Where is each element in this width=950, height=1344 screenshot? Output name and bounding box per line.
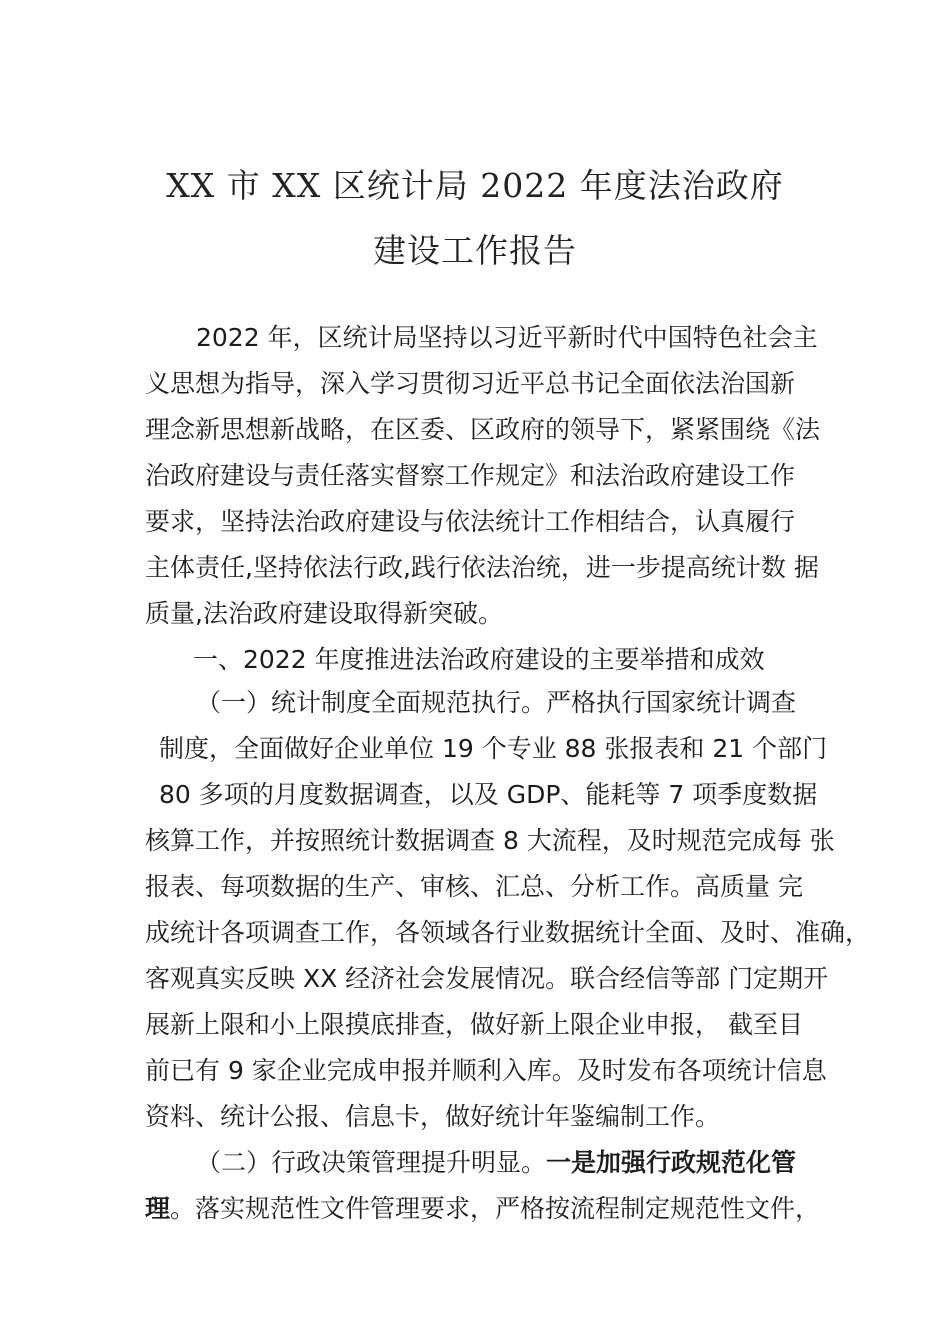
section-heading: 一、2022 年度推进法治政府建设的主要举措和成效 — [193, 645, 765, 674]
body-line — [145, 1193, 820, 1225]
subsection-heading: （二）行政决策管理提升明显。 — [196, 1148, 547, 1177]
document-title-line1: XX 市 XX 区统计局 2022 年度法治政府 — [166, 166, 784, 205]
body-line: 义思想为指导，深入学习贯彻习近平总书记全面依法治国新 — [145, 369, 796, 398]
bold-phrase: 理 — [145, 1194, 171, 1223]
body-line: （一）统计制度全面规范执行。严格执行国家统计调查 — [196, 688, 797, 717]
body-line: 要求，坚持法治政府建设与依法统计工作相结合，认真履行 — [145, 507, 796, 536]
body-line: 核算工作，并按照统计数据调查 8 大流程，及时规范完成每 张 — [145, 826, 835, 855]
body-line — [196, 1147, 796, 1179]
body-line: 成统计各项调查工作，各领域各行业数据统计全面、及时、准确， — [145, 918, 871, 947]
body-line: 报表、每项数据的生产、审核、汇总、分析工作。高质量 完 — [145, 872, 803, 901]
body-line: 主体责任,坚持依法行政,践行依法治统，进一步提高统计数 据 — [145, 553, 819, 582]
body-line: 资料、统计公报、信息卡，做好统计年鉴编制工作。 — [145, 1102, 721, 1131]
body-text: 。落实规范性文件管理要求，严格按流程制定规范性文件， — [170, 1194, 821, 1223]
body-line: 80 多项的月度数据调查，以及 GDP、能耗等 7 项季度数据 — [159, 780, 818, 809]
body-line: 客观真实反映 XX 经济社会发展情况。联合经信等部 门定期开 — [145, 964, 829, 993]
document-title-line2: 建设工作报告 — [373, 231, 577, 270]
body-line: 质量,法治政府建设取得新突破。 — [145, 599, 503, 628]
body-line: 制度，全面做好企业单位 19 个专业 88 张报表和 21 个部门 — [159, 734, 828, 763]
bold-phrase: 一是加强行政规范化管 — [546, 1148, 797, 1177]
body-line: 理念新思想新战略，在区委、区政府的领导下，紧紧围绕《法 — [145, 415, 821, 444]
body-line: 前已有 9 家企业完成申报并顺利入库。及时发布各项统计信息 — [145, 1056, 827, 1085]
body-line: 2022 年，区统计局坚持以习近平新时代中国特色社会主 — [196, 323, 818, 352]
body-line: 治政府建设与责任落实督察工作规定》和法治政府建设工作 — [145, 461, 796, 490]
body-line: 展新上限和小上限摸底排查，做好新上限企业申报， 截至目 — [145, 1010, 803, 1039]
